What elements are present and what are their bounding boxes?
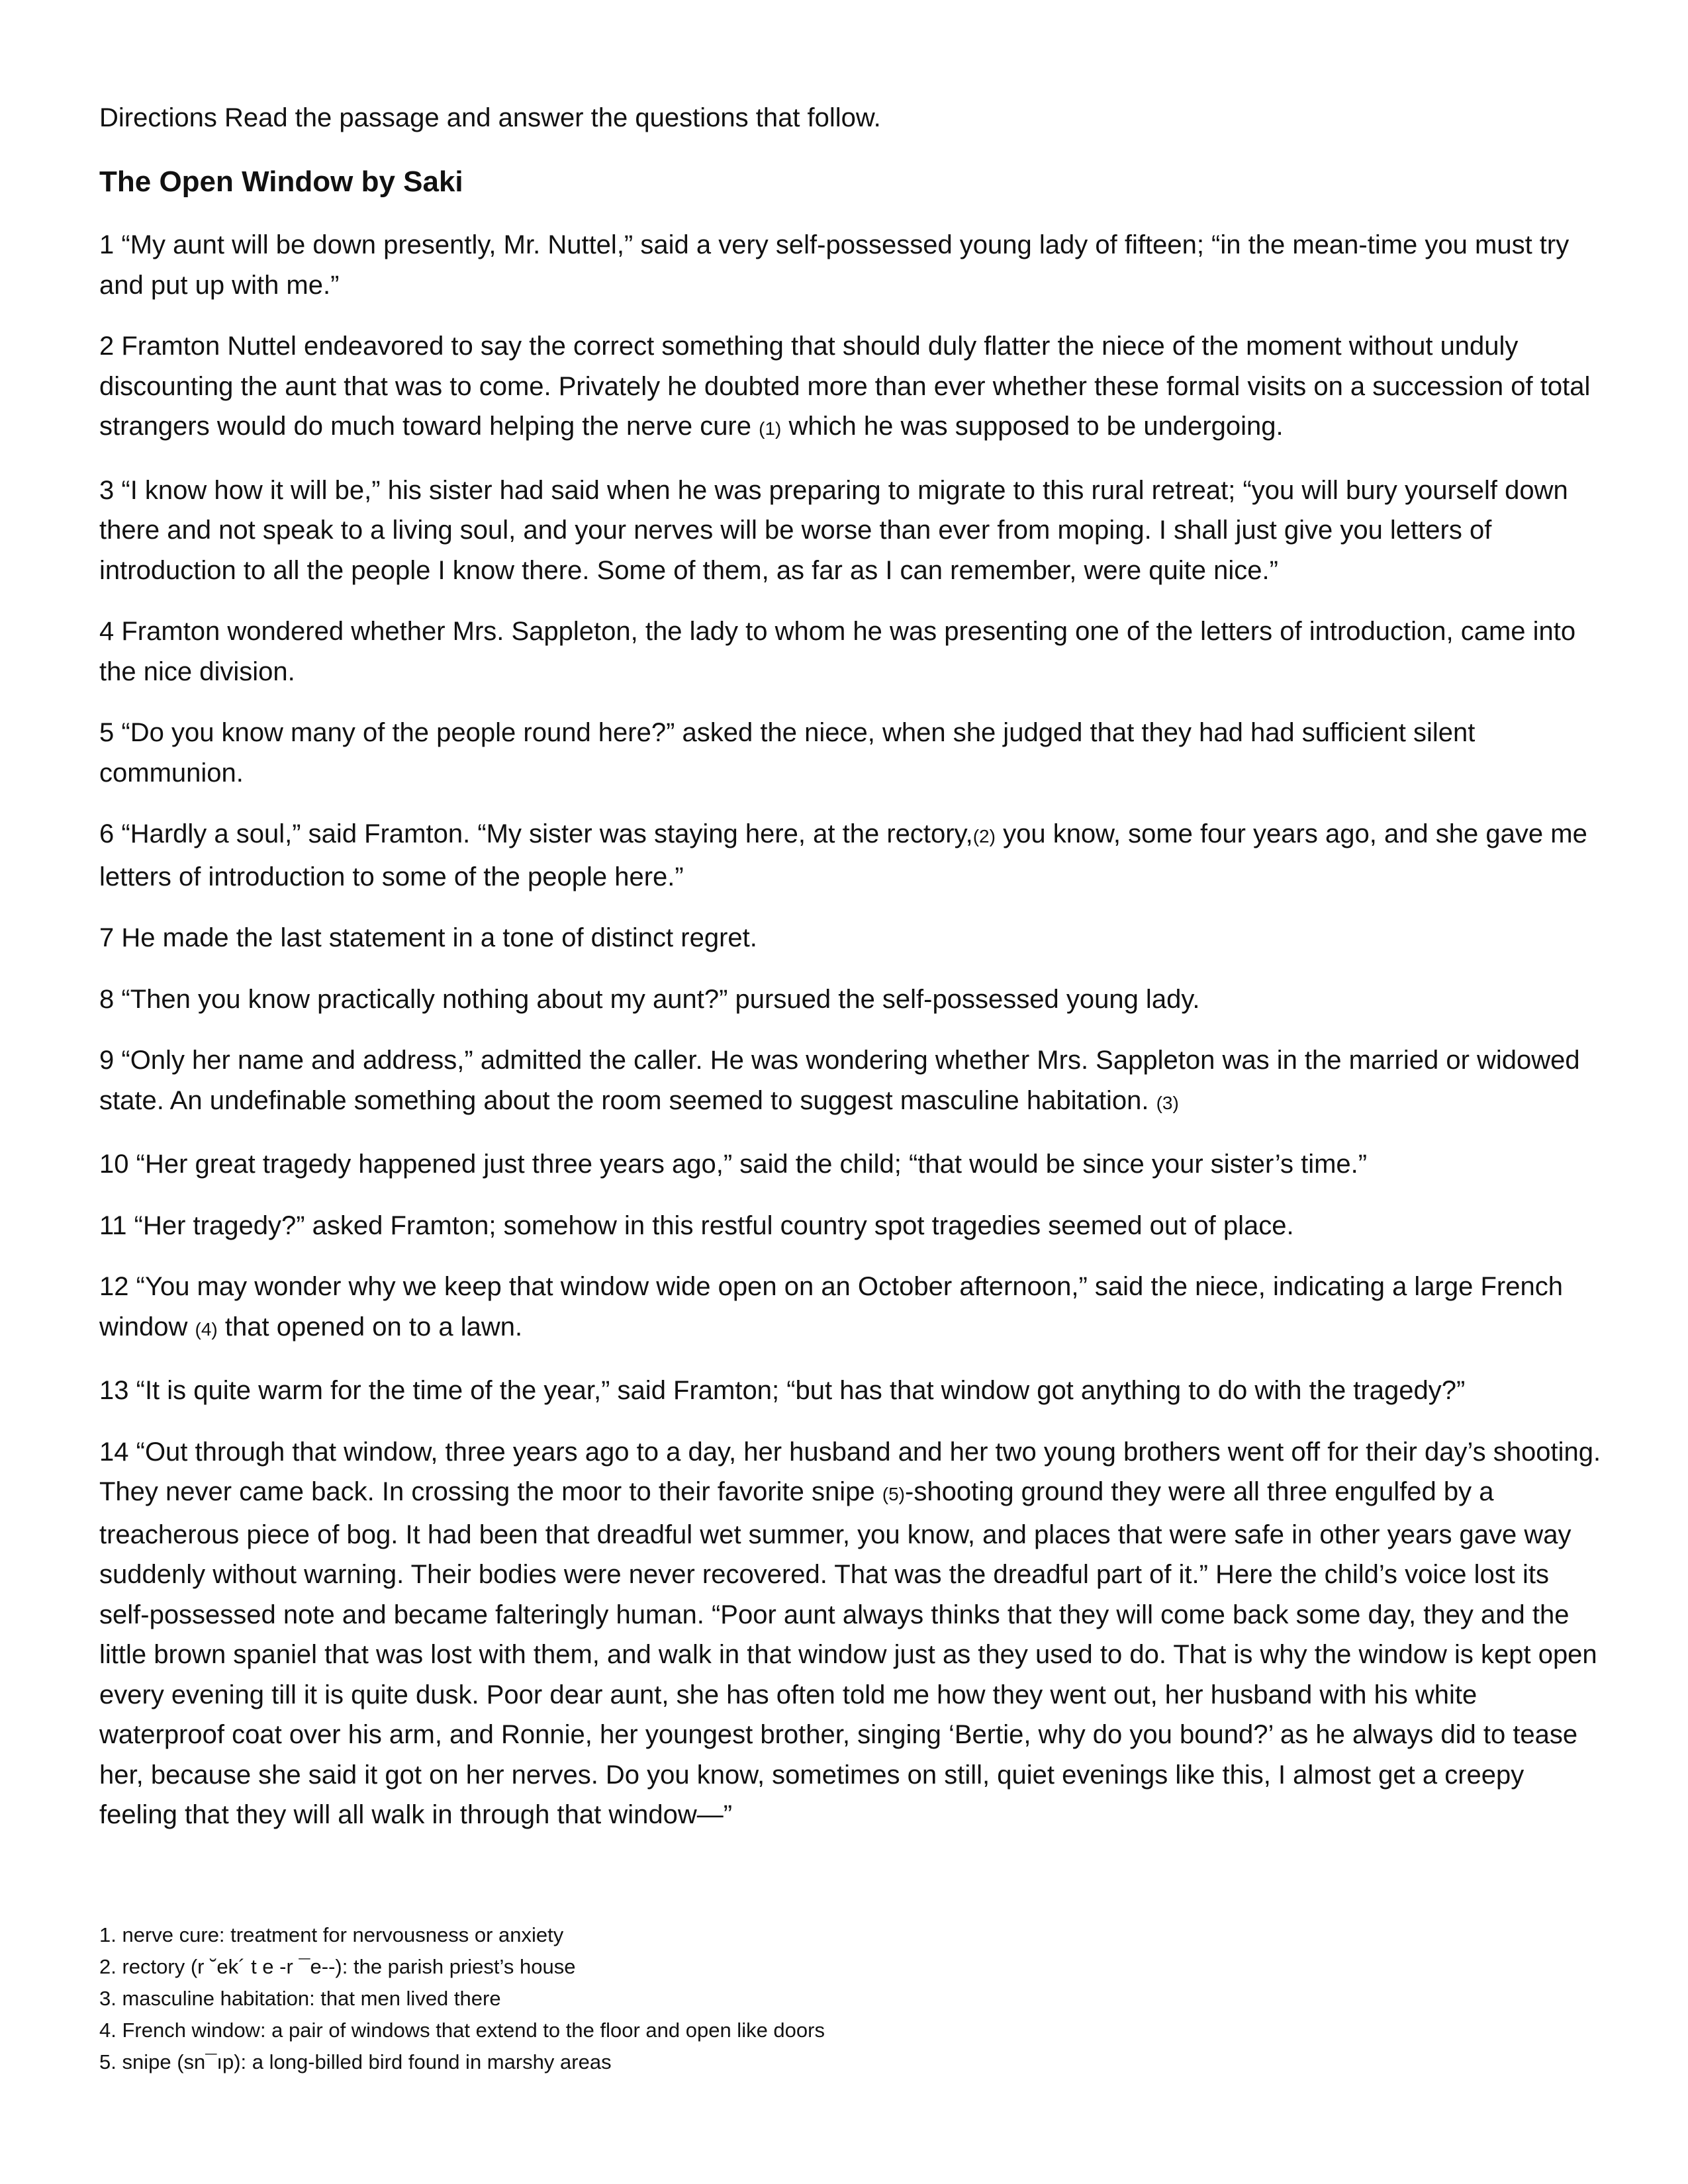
passage-paragraph bbox=[99, 1040, 1602, 1123]
passage-paragraph bbox=[99, 612, 1602, 692]
paragraph-text: “Hardly a soul,” said Framton. “My sister was staying here, at the rectory, bbox=[121, 819, 973, 848]
passage-paragraph bbox=[99, 1371, 1602, 1411]
paragraph-number: 1 bbox=[99, 230, 115, 259]
paragraph-text: Framton Nuttel endeavored to say the correct something that should duly flatter the niece of the moment without unduly discounting the aunt that was to come. Privately he doubted more than ever whether these formal visits on a succession of total strangers would do much toward helping the nerve cure bbox=[99, 332, 1591, 441]
story-title: The Open Window by Saki bbox=[99, 165, 463, 198]
paragraph-text: “I know how it will be,” his sister had said when he was preparing to migrate to this rural retreat; “you will bury yourself down there and not speak to a living soul, and your nerves will be worse than ever from moping. I shall just give you letters of introduction to all the people I know there. Some of them, as far as I can remember, were quite nice.” bbox=[99, 475, 1568, 585]
passage-paragraph bbox=[99, 713, 1602, 793]
paragraph-text: “Her tragedy?” asked Framton; somehow in this restful country spot tragedies seemed out of place. bbox=[134, 1210, 1294, 1240]
passage-paragraph bbox=[99, 1267, 1602, 1349]
footnotes bbox=[99, 1919, 1595, 2078]
paragraph-number: 4 bbox=[99, 617, 115, 646]
paragraph-number: 2 bbox=[99, 332, 115, 361]
paragraph-text: Framton wondered whether Mrs. Sappleton, the lady to whom he was presenting one of the letters of introduction, came into the nice division. bbox=[99, 617, 1576, 686]
passage-paragraph bbox=[99, 1206, 1602, 1246]
paragraph-number: 3 bbox=[99, 475, 115, 505]
footnote-reference: (2) bbox=[972, 826, 996, 846]
footnote-item: 2. rectory (r ˘ek´ t e -r ¯e--): the parish priest’s house bbox=[99, 1955, 576, 1978]
paragraph-text: “Do you know many of the people round here?” asked the niece, when she judged that they had had sufficient silent communion. bbox=[99, 718, 1476, 788]
directions-text: Directions Read the passage and answer the questions that follow. bbox=[99, 103, 881, 132]
paragraph-number: 9 bbox=[99, 1046, 115, 1075]
paragraph-number: 10 bbox=[99, 1150, 129, 1179]
passage-paragraph bbox=[99, 814, 1602, 897]
footnote-item: 4. French window: a pair of windows that extend to the floor and open like doors bbox=[99, 2019, 825, 2042]
footnote-item: 5. snipe (sn¯ıp): a long-billed bird found in marshy areas bbox=[99, 2050, 612, 2073]
paragraph-number: 14 bbox=[99, 1437, 129, 1467]
footnote-reference: (1) bbox=[759, 418, 782, 439]
paragraph-text: “It is quite warm for the time of the year,” said Framton; “but has that window got anything to do with the tragedy?” bbox=[136, 1376, 1466, 1405]
passage-paragraph bbox=[99, 225, 1602, 305]
paragraph-text: “Out through that window, three years ago to a day, her husband and her two young brothers went off for their day’s shooting. They never came back. In crossing the moor to their favorite snipe bbox=[99, 1437, 1601, 1506]
paragraph-text: which he was supposed to be undergoing. bbox=[781, 412, 1284, 441]
passage-paragraph bbox=[99, 1144, 1602, 1185]
passage-paragraph bbox=[99, 326, 1602, 449]
footnote-reference: (5) bbox=[882, 1484, 906, 1504]
passage-paragraph bbox=[99, 918, 1602, 958]
paragraph-text: “Only her name and address,” admitted the caller. He was wondering whether Mrs. Sappleton was in the married or widowed state. An undefinable something about the room seemed to suggest masculine habitation. bbox=[99, 1046, 1580, 1115]
footnote-item: 1. nerve cure: treatment for nervousness or anxiety bbox=[99, 1923, 564, 1946]
paragraph-text: “Then you know practically nothing about my aunt?” pursued the self-possessed young lady. bbox=[121, 984, 1200, 1014]
paragraph-text: He made the last statement in a tone of distinct regret. bbox=[121, 923, 757, 952]
passage-paragraph bbox=[99, 1432, 1602, 1835]
paragraph-number: 5 bbox=[99, 718, 115, 747]
passage-paragraph bbox=[99, 979, 1602, 1020]
paragraph-text: you know, some four years ago, and she gave me letters of introduction to some of the people here.” bbox=[99, 819, 1587, 891]
paragraph-number: 7 bbox=[99, 923, 115, 952]
footnote-reference: (3) bbox=[1156, 1092, 1179, 1113]
passage-paragraph bbox=[99, 471, 1602, 591]
paragraph-number: 13 bbox=[99, 1376, 129, 1405]
passage-body bbox=[99, 225, 1602, 1856]
paragraph-text: that opened on to a lawn. bbox=[217, 1312, 523, 1342]
paragraph-number: 12 bbox=[99, 1272, 129, 1301]
paragraph-text: “You may wonder why we keep that window wide open on an October afternoon,” said the niece, indicating a large French window bbox=[99, 1272, 1563, 1342]
paragraph-text: -shooting ground they were all three engulfed by a treacherous piece of bog. It had been that dreadful wet summer, you know, and places that were safe in other years gave way suddenly without warning. Their bodies were never recovered. That was the dreadful part of it.” Here the child’s voice lost its self-possessed note and became falteringly human. “Poor aunt always thinks that they will come back some day, they and the little brown spaniel that was lost with them, and walk in that window just as they used to do. That is why the window is kept open every evening till it is quite dusk. Poor dear aunt, she has often told me how they went out, her husband with his white waterproof coat over his arm, and Ronnie, her youngest brother, singing ‘Bertie, why do you bound?’ as he always did to tease her, because she said it got on her nerves. Do you know, sometimes on still, quiet evenings like this, I almost get a creepy feeling that they will all walk in through that window—” bbox=[99, 1477, 1597, 1829]
paragraph-number: 6 bbox=[99, 819, 115, 848]
footnote-reference: (4) bbox=[195, 1318, 218, 1340]
paragraph-number: 11 bbox=[99, 1210, 127, 1240]
paragraph-text: “My aunt will be down presently, Mr. Nuttel,” said a very self-possessed young lady of fifteen; “in the mean-time you must try and put up with me.” bbox=[99, 230, 1570, 300]
footnote-item: 3. masculine habitation: that men lived there bbox=[99, 1987, 501, 2010]
paragraph-number: 8 bbox=[99, 984, 115, 1014]
paragraph-text: “Her great tragedy happened just three years ago,” said the child; “that would be since your sister’s time.” bbox=[136, 1150, 1368, 1179]
